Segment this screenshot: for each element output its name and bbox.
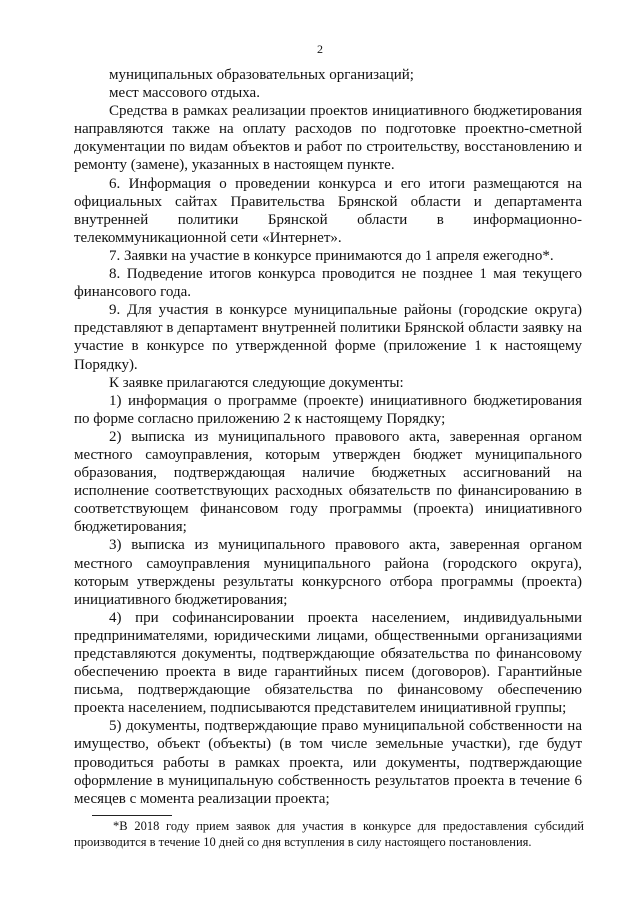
page-number: 2: [317, 42, 323, 56]
paragraph: 8. Подведение итогов конкурса проводится не позднее 1 мая текущего финансового года.: [74, 266, 582, 301]
paragraph: 3) выписка из муниципального правового акта, заверенная органом местного самоуправления муниципального района (городского округа), которым утверждены результаты конкурсного отбора программы (проекта) инициативного бюджетирования;: [74, 537, 582, 608]
footnote: *В 2018 году прием заявок для участия в конкурсе для предоставления субсидий производится в течение 10 дней со дня вступления в силу настоящего постановления.: [74, 819, 584, 849]
paragraph: Средства в рамках реализации проектов инициативного бюджетирования направляются также на оплату расходов по подготовке проектно-сметной документации по видам объектов и работ по строительству, восстановлению и ремонту (замене), указанных в настоящем пункте.: [74, 103, 582, 174]
paragraph: 6. Информация о проведении конкурса и его итоги размещаются на официальных сайтах Правительства Брянской области и департамента внутренней политики Брянской области в информационно-телекоммуникационной сети «Интернет».: [74, 175, 582, 246]
paragraph: 7. Заявки на участие в конкурсе принимаются до 1 апреля ежегодно*.: [109, 247, 554, 264]
paragraph: 5) документы, подтверждающие право муниципальной собственности на имущество, объект (объекты) (в том числе земельные участки), где будут проводиться работы в рамках проекта, или документы, подтверждающие оформление в муниципальную собственность результатов проекта в течение 6 месяцев с момента реализации проекта;: [74, 718, 582, 807]
paragraph: 9. Для участия в конкурсе муниципальные районы (городские округа) представляют в департамент внутренней политики Брянской области заявку на участие в конкурсе по утвержденной форме (приложение 1 к настоящему Порядку).: [74, 302, 582, 373]
paragraph: 4) при софинансировании проекта населением, индивидуальными предпринимателями, юридическими лицами, общественными организациями представляются документы, подтверждающие обязательства по финансовому обеспечению проекта в виде гарантийных писем (договоров). Гарантийные письма, подтверждающие обязательства по финансовому обеспечению проекта населением, подписываются представителем инициативной группы;: [74, 609, 582, 717]
paragraph: мест массового отдыха.: [109, 85, 260, 102]
paragraph: К заявке прилагаются следующие документы:: [109, 374, 404, 391]
paragraph: муниципальных образовательных организаций;: [109, 67, 414, 83]
paragraph: 2) выписка из муниципального правового акта, заверенная органом местного самоуправления, которым утвержден бюджет муниципального образования, подтверждающая наличие бюджетных ассигнований на исполнение соответствующих расходных обязательств по финансированию в соответствующем финансовом году программы (проекта) инициативного бюджетирования;: [74, 428, 582, 536]
paragraph: 1) информация о программе (проекте) инициативного бюджетирования по форме согласно приложению 2 к настоящему Порядку;: [74, 392, 582, 427]
document-body: [74, 66, 582, 808]
footnote-divider: [92, 815, 172, 816]
